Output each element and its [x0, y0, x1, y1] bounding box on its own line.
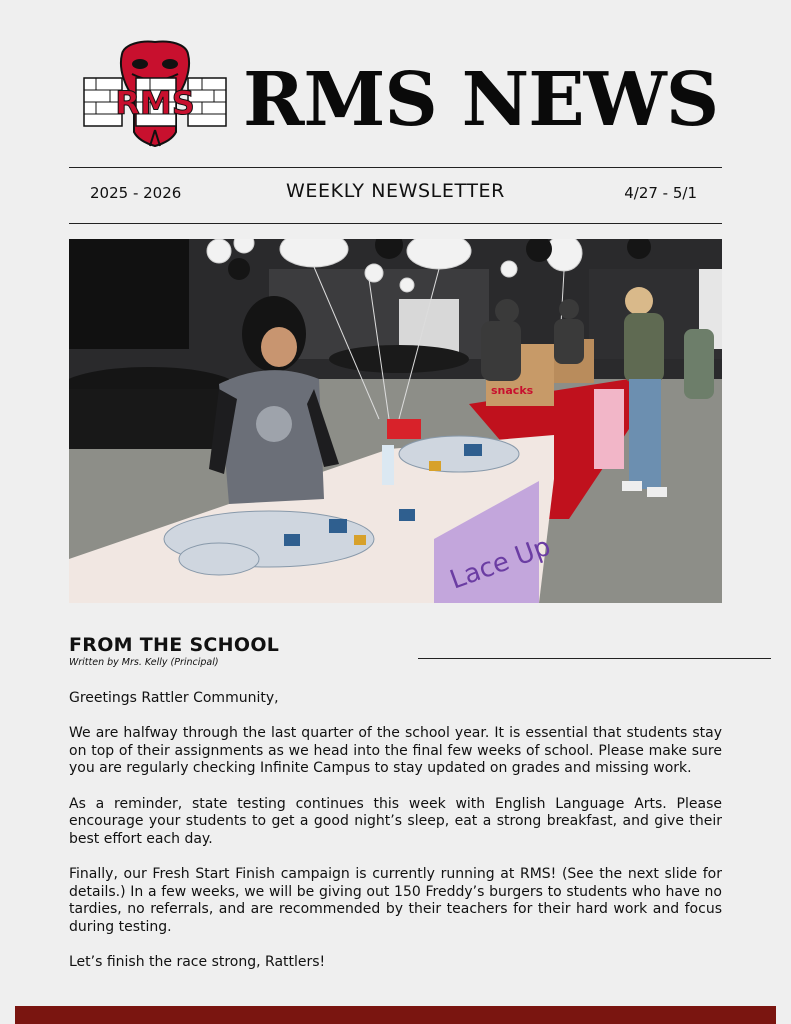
logo-text: RMS: [115, 84, 195, 122]
heading-rule: [418, 658, 771, 659]
photo-banner-text: Lace Up: [446, 531, 555, 596]
article-paragraph: Finally, our Fresh Start Finish campaign is currently running at RMS! (See the next slide for details.) In a few weeks, we will be giving out 150 Freddy’s burgers to students who have no tardies, no referrals, and are recommended by their teachers for their hard work and focus during testing.: [69, 865, 722, 935]
date-range: 4/27 - 5/1: [624, 184, 697, 202]
snack-box-label: snacks: [491, 384, 534, 397]
greeting: Greetings Rattler Community,: [69, 690, 279, 706]
article-byline: Written by Mrs. Kelly (Principal): [69, 657, 219, 668]
article-paragraph: As a reminder, state testing continues this week with English Language Arts. Please encourage your students to get a good night’s sleep, eat a strong breakfast, and give their best effort each day.: [69, 795, 722, 847]
closing-line: Let’s finish the race strong, Rattlers!: [69, 953, 326, 970]
newsletter-title: RMS NEWS: [243, 57, 719, 143]
article-body: [69, 690, 722, 989]
header-rule-top: [69, 167, 722, 168]
footer-bar: [15, 1006, 776, 1024]
section-heading: FROM THE SCHOOL: [69, 634, 280, 656]
header-rule-bottom: [69, 223, 722, 224]
rms-rattler-logo: [80, 40, 230, 150]
event-photo: [69, 239, 722, 603]
school-year: 2025 - 2026: [90, 184, 182, 202]
article-paragraph: We are halfway through the last quarter of the school year. It is essential that students stay on top of their assignments as we head into the final few weeks of school. Please make sure you are regularly checking Infinite Campus to stay updated on grades and missing work.: [69, 725, 722, 777]
newsletter-label: WEEKLY NEWSLETTER: [286, 180, 505, 202]
